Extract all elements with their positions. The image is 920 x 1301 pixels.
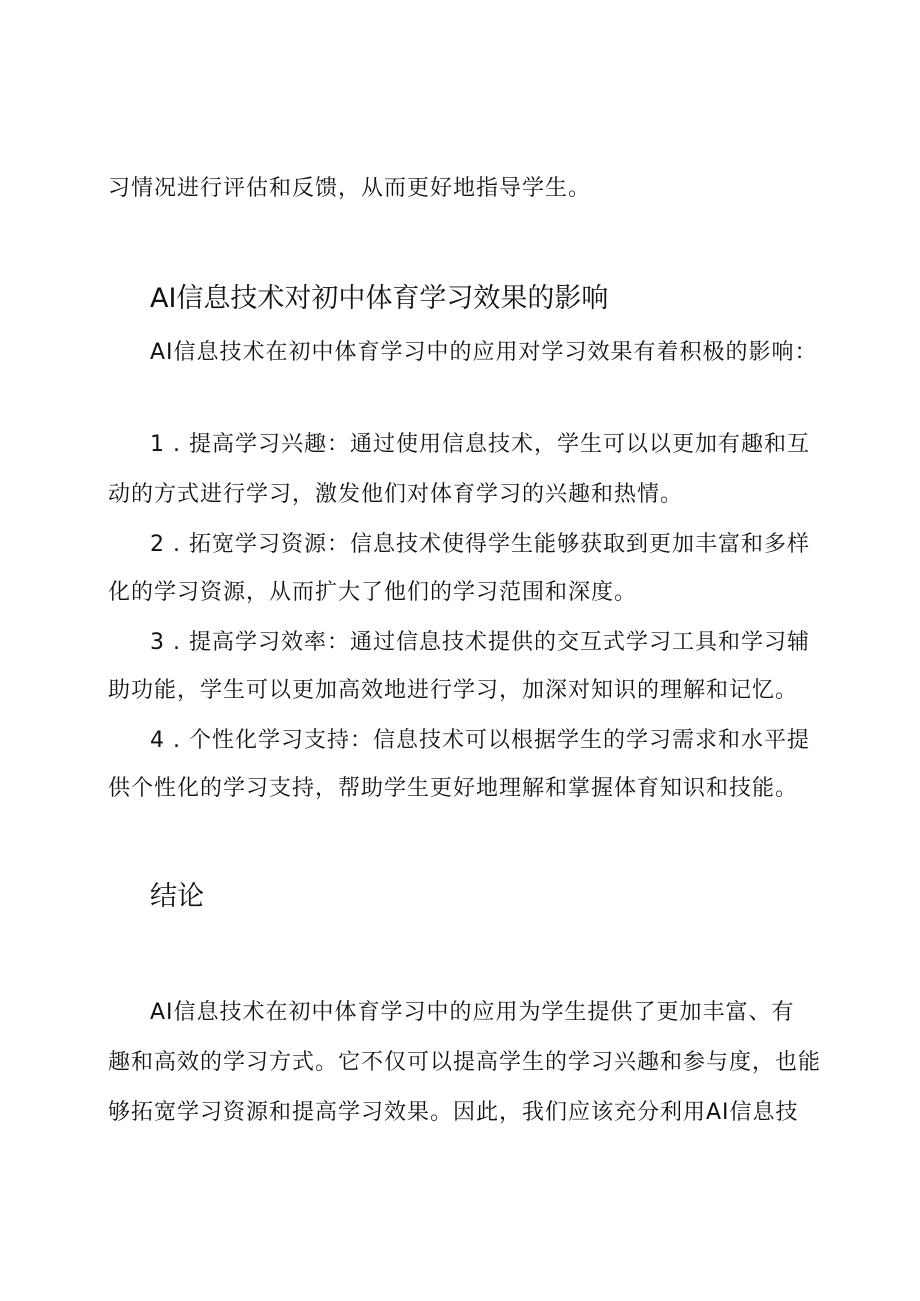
list-item-4-line-2: 供个性化的学习支持，帮助学生更好地理解和掌握体育知识和技能。 — [108, 776, 799, 801]
list-item-4-line-1: 4 . 个性化学习支持：信息技术可以根据学生的学习需求和水平提 — [150, 728, 810, 753]
intro-continuation-text: 习情况进行评估和反馈，从而更好地指导学生。 — [108, 176, 592, 201]
section-heading-conclusion: 结论 — [150, 881, 204, 912]
list-item-3-line-2: 助功能，学生可以更加高效地进行学习，加深对知识的理解和记忆。 — [108, 678, 799, 703]
list-item-3-line-1: 3 . 提高学习效率：通过信息技术提供的交互式学习工具和学习辅 — [150, 630, 810, 655]
list-item-2-line-1: 2 . 拓宽学习资源：信息技术使得学生能够获取到更加丰富和多样 — [150, 532, 810, 557]
list-item-1-line-2: 动的方式进行学习，激发他们对体育学习的兴趣和热情。 — [108, 482, 684, 507]
conclusion-line-1: AI信息技术在初中体育学习中的应用为学生提供了更加丰富、有 — [150, 1000, 795, 1025]
list-item-2-line-2: 化的学习资源，从而扩大了他们的学习范围和深度。 — [108, 580, 638, 605]
conclusion-line-2: 趣和高效的学习方式。它不仅可以提高学生的学习兴趣和参与度，也能 — [108, 1050, 822, 1075]
impact-lead-paragraph: AI信息技术在初中体育学习中的应用对学习效果有着积极的影响： — [150, 340, 818, 365]
conclusion-line-3: 够拓宽学习资源和提高学习效果。因此，我们应该充分利用AI信息技 — [108, 1100, 799, 1125]
section-heading-impact: AI信息技术对初中体育学习效果的影响 — [150, 283, 609, 314]
list-item-1-line-1: 1 . 提高学习兴趣：通过使用信息技术，学生可以以更加有趣和互 — [150, 432, 810, 457]
